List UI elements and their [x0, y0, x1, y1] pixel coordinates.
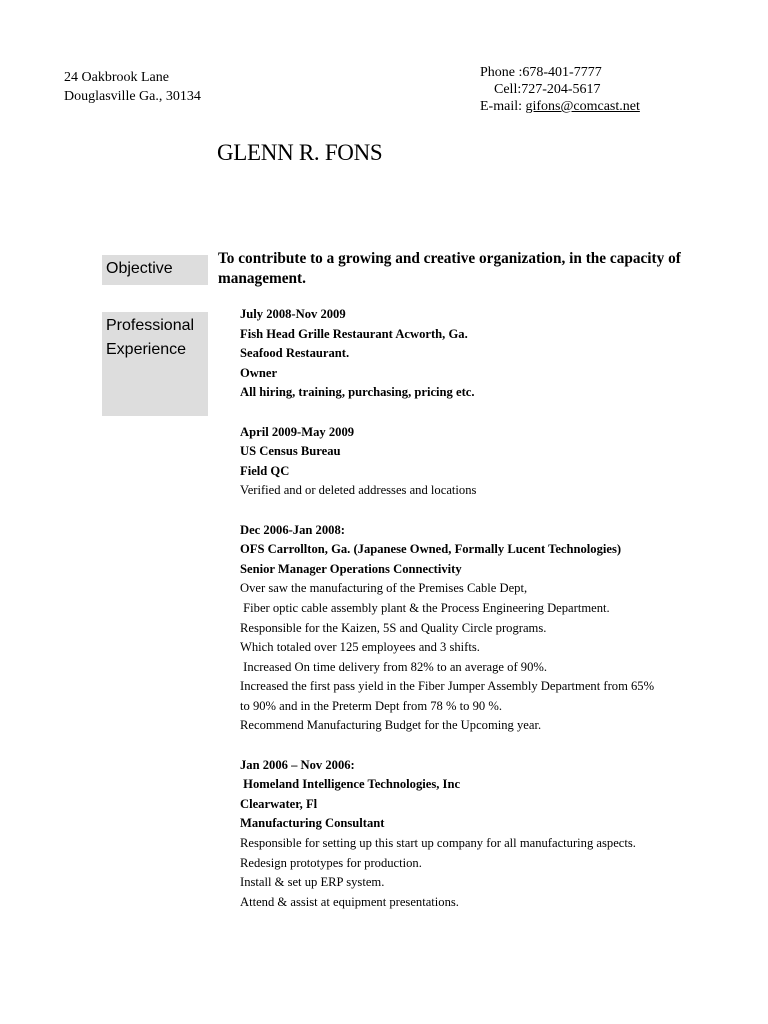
objective-text: To contribute to a growing and creative organization, in the capacity of management. — [218, 250, 681, 287]
job-heading-line: Dec 2006-Jan 2008: — [240, 522, 345, 537]
job-heading-line: Field QC — [240, 463, 290, 478]
email-link[interactable]: gifons@comcast.net — [525, 99, 640, 114]
job-heading-line: All hiring, training, purchasing, pricing etc. — [240, 385, 475, 400]
job-heading-line: Seafood Restaurant. — [240, 346, 350, 361]
email-line — [480, 98, 640, 115]
job-heading-line: July 2008-Nov 2009 — [240, 307, 346, 321]
experience-list — [240, 305, 740, 932]
job-detail-line: Increased On time delivery from 82% to an average of 90%. — [240, 659, 548, 674]
job-detail-line: Over saw the manufacturing of the Premises Cable Dept, — [240, 581, 528, 596]
job-detail-line: Verified and or deleted addresses and locations — [240, 483, 477, 498]
job-heading-line: Clearwater, Fl — [240, 796, 318, 811]
objective-label-text: Objective — [106, 260, 173, 277]
job-detail-line: Which totaled over 125 employees and 3 shifts. — [240, 640, 480, 655]
job-detail-line: Attend & assist at equipment presentations. — [240, 894, 459, 909]
job-entry — [240, 305, 740, 403]
phone-text: Phone :678-401-7777 — [480, 65, 602, 80]
cell-text: Cell:727-204-5617 — [494, 82, 601, 97]
address-street: 24 Oakbrook Lane — [64, 70, 169, 85]
job-entry — [240, 756, 740, 913]
job-detail-line: Fiber optic cable assembly plant & the Process Engineering Department. — [240, 600, 610, 615]
experience-label — [102, 312, 208, 416]
job-heading-line: Homeland Intelligence Technologies, Inc — [240, 777, 461, 792]
job-heading-line: Jan 2006 – Nov 2006: — [240, 757, 355, 772]
job-entry — [240, 521, 740, 737]
email-label: E-mail: — [480, 99, 526, 114]
job-detail-line: Install & set up ERP system. — [240, 875, 385, 890]
job-detail-line: Responsible for setting up this start up company for all manufacturing aspects. — [240, 836, 636, 851]
objective-label — [102, 255, 208, 285]
job-detail-line: Increased the first pass yield in the Fiber Jumper Assembly Department from 65% — [240, 679, 655, 694]
job-heading-line: OFS Carrollton, Ga. (Japanese Owned, Formally Lucent Technologies) — [240, 542, 622, 557]
job-heading-line: US Census Bureau — [240, 444, 341, 459]
job-heading-line: Owner — [240, 365, 278, 380]
address-block — [64, 68, 201, 106]
job-detail-line: Responsible for the Kaizen, 5S and Quality Circle programs. — [240, 620, 547, 635]
job-heading-line: Manufacturing Consultant — [240, 816, 385, 831]
experience-label-line1: Professional — [106, 317, 195, 334]
job-detail-line: Redesign prototypes for production. — [240, 855, 422, 870]
job-heading-line: Fish Head Grille Restaurant Acworth, Ga. — [240, 326, 468, 341]
experience-label-line2: Experience — [106, 341, 187, 358]
job-entry — [240, 423, 740, 501]
job-detail-line: Recommend Manufacturing Budget for the Upcoming year. — [240, 718, 542, 733]
resume-name: GLENN R. FONS — [217, 140, 383, 165]
job-heading-line: April 2009-May 2009 — [240, 424, 355, 439]
job-detail-line: to 90% and in the Preterm Dept from 78 % to 90 %. — [240, 698, 502, 713]
job-heading-line: Senior Manager Operations Connectivity — [240, 561, 462, 576]
contact-block — [480, 64, 640, 115]
address-city: Douglasville Ga., 30134 — [64, 89, 201, 104]
